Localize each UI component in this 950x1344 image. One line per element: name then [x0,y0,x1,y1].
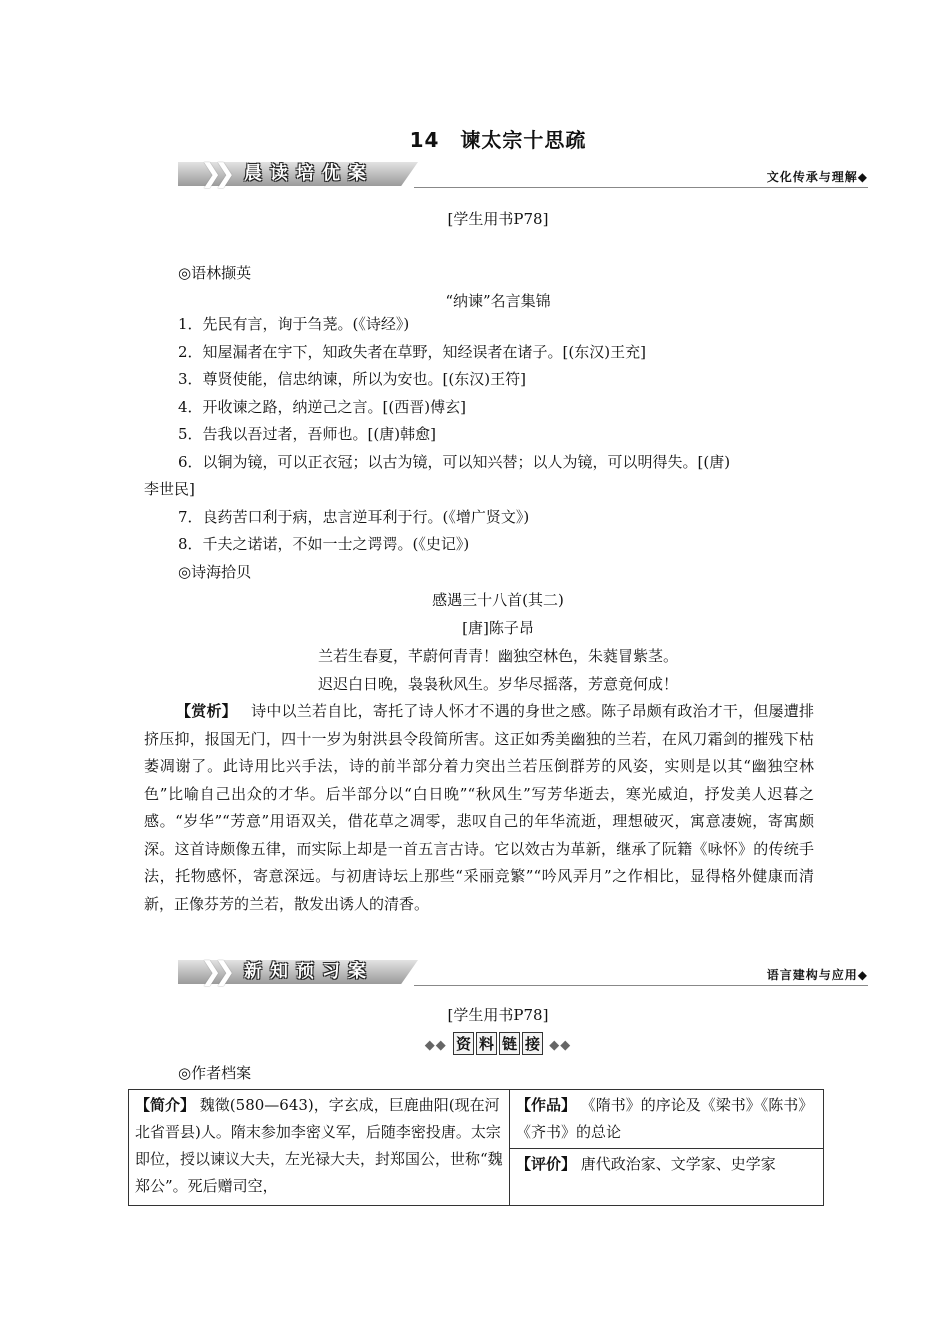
poem-line: 兰若生春夏，芊蔚何青青！幽独空林色，朱蕤冒紫茎。 [317,647,678,665]
analysis-paragraph [144,698,814,918]
quote-item: 7．良药苦口利于病，忠言逆耳利于行。(《增广贤文》) [178,508,530,526]
book-reference: [学生用书P78] [447,1006,549,1024]
quote-item: 4．开收谏之路，纳逆己之言。[(西晋)傅玄] [178,398,466,416]
section-heading: ◎诗海拾贝 [178,563,252,581]
double-chevron-icon: ❯❯ [200,957,228,987]
quote-item: 5．告我以吾过者，吾师也。[(唐)韩愈] [178,425,436,443]
quote-item: 6．以铜为镜，可以正衣冠；以古为镜，可以知兴替；以人为镜，可以明得失。[(唐) [178,453,731,471]
section-heading: ◎作者档案 [178,1064,252,1082]
page-title: 14 谏太宗十思疏 [409,128,587,152]
quotes-title: “纳谏”名言集锦 [445,292,551,310]
eval-text: 唐代政治家、文学家、史学家 [580,1155,776,1173]
quote-item: 2．知屋漏者在宇下，知政失者在草野，知经误者在诸子。[(东汉)王充] [178,343,646,361]
banner-rule [414,187,868,188]
author-profile-table [128,1089,824,1206]
banner-title: 新知预习案 [244,961,374,982]
section-banner-morning [178,160,868,188]
resource-link-heading [0,1032,950,1055]
resource-char: 接 [522,1032,543,1055]
quote-item: 1．先民有言，询于刍荛。(《诗经》) [178,315,410,333]
analysis-text: 诗中以兰若自比，寄托了诗人怀才不遇的身世之感。陈子昂颇有政治才干，但屡遭排挤压抑，报国无门，四十一岁为射洪县令段简所害。这正如秀美幽独的兰若，在风刀霜剑的摧残下枯萎凋谢了。此诗用比兴手法，诗的前半部分着力突出兰若压倒群芳的风姿，实则是以其“幽独空林色”比喻自己出众的才华。后半部分以“白日晚”“秋风生”写芳华逝去，寒光威迫，抒发美人迟暮之感。“岁华”“芳意”用语双关，借花草之凋零，悲叹自己的年华流逝，理想破灭，寓意凄婉，寄寓颇深。这首诗颇像五律，而实际上却是一首五言古诗。它以效古为革新，继承了阮籍《咏怀》的传统手法，托物感怀，寄意深远。与初唐诗坛上那些“采丽竞繁”“吟风弄月”之作相比，显得格外健康而清新，正像芬芳的兰若，散发出诱人的清香。 [144,702,814,913]
resource-char: 料 [476,1032,497,1055]
poem-line: 迟迟白日晚，袅袅秋风生。岁华尽摇落，芳意竟何成！ [317,675,678,693]
quote-item: 8．千夫之诺诺，不如一士之谔谔。(《史记》) [178,535,470,553]
works-label: 【作品】 [516,1096,577,1114]
intro-text: 魏徵(580—643)，字玄成，巨鹿曲阳(现在河北省晋县)人。隋末参加李密义军，后随李密投唐。太宗即位，授以谏议大夫，左光禄大夫，封郑国公，世称“魏郑公”。死后赠司空， [135,1096,503,1195]
resource-char: 资 [453,1032,474,1055]
book-reference: [学生用书P78] [447,210,549,228]
section-heading: ◎语林撷英 [178,264,252,282]
banner-tag: 文化传承与理解◆ [766,170,868,184]
works-text: 《隋书》的序论及《梁书》《陈书》《齐书》的总论 [516,1096,814,1141]
banner-rule [414,985,868,986]
section-banner-preview [178,958,868,986]
banner-tag: 语言建构与应用◆ [766,968,868,982]
banner-title: 晨读培优案 [244,163,374,184]
author-eval-cell [510,1149,824,1206]
analysis-label: 【赏析】 [176,702,237,720]
poem-author: [唐]陈子昂 [462,619,534,637]
quote-item: 3．尊贤使能，信忠纳谏，所以为安也。[(东汉)王符] [178,370,526,388]
author-intro-cell [129,1090,510,1206]
double-chevron-icon: ❯❯ [200,159,228,189]
quote-item-continued: 李世民] [144,480,195,498]
diamond-icon: ◆◆ [549,1038,572,1053]
eval-label: 【评价】 [516,1155,577,1173]
intro-label: 【简介】 [135,1096,196,1114]
diamond-icon: ◆◆ [424,1038,447,1053]
author-works-cell [510,1090,824,1149]
resource-char: 链 [499,1032,520,1055]
poem-title: 感遇三十八首(其二) [432,591,564,609]
